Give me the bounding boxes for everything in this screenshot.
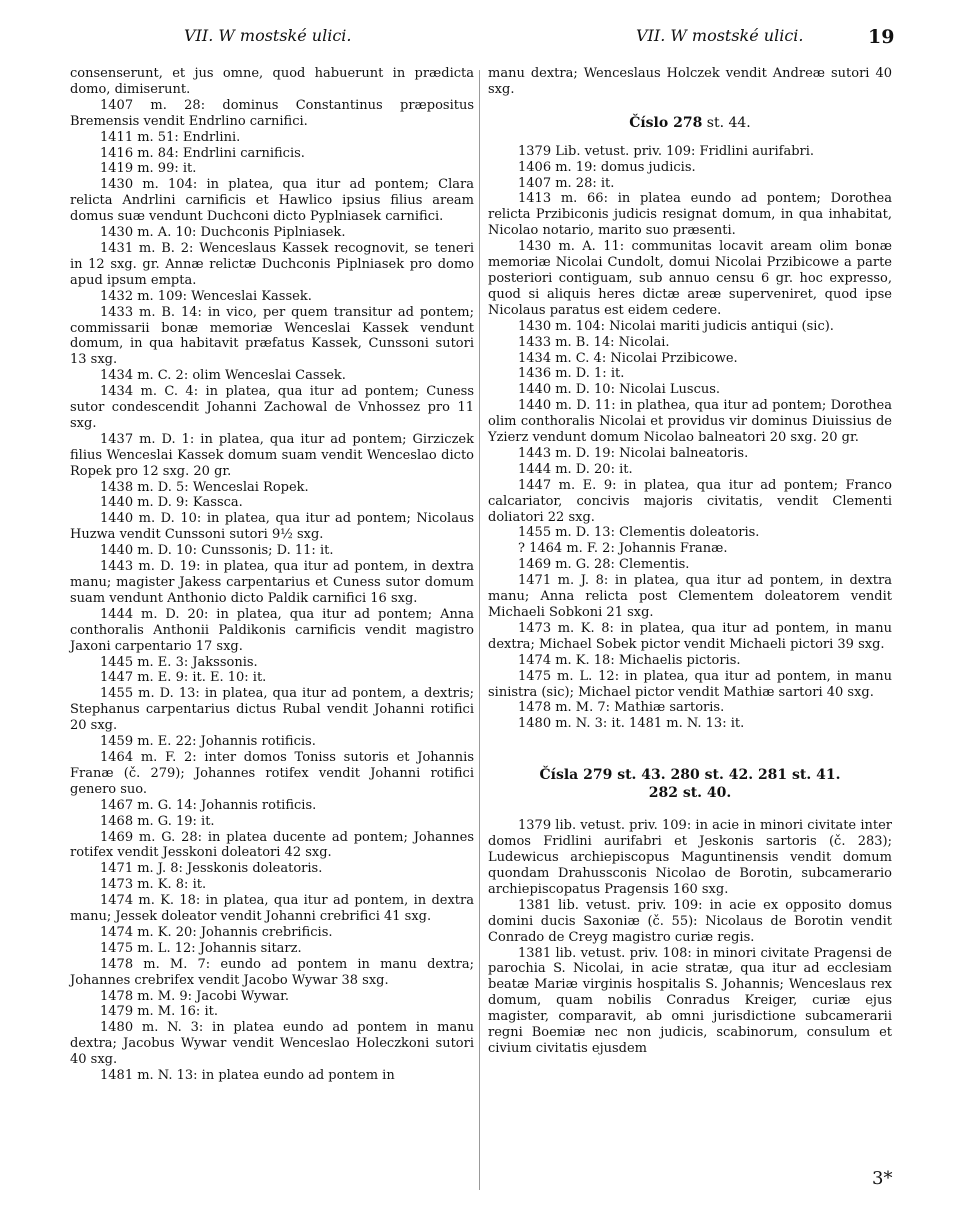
entry-paragraph: 1447 m. E. 9: it. E. 10: it. xyxy=(100,670,267,686)
entry-paragraph: 1475 m. L. 12: Johannis sitarz. xyxy=(100,940,302,956)
entry-paragraph: 1471 m. J. 8: Jesskonis doleatoris. xyxy=(100,861,323,877)
heading-279-line1: Čísla 279 st. 43. 280 st. 42. 281 st. 41. xyxy=(539,767,841,784)
entry-paragraph: 1430 m. A. 10: Duchconis Piplniasek. xyxy=(100,225,346,241)
entry-paragraph: 1438 m. D. 5: Wenceslai Ropek. xyxy=(100,479,309,495)
page-number: 19 xyxy=(868,26,895,48)
running-head-left: VII. W mostské ulici. xyxy=(184,26,352,45)
entry-paragraph: 1379 Lib. vetust. priv. 109: Fridlini aurifabri. xyxy=(518,143,815,159)
entry-paragraph: 1432 m. 109: Wenceslai Kassek. xyxy=(100,288,312,304)
signature-mark: 3* xyxy=(872,1168,893,1189)
entry-paragraph: 1478 m. M. 7: eundo ad pontem in manu dextra; Johannes crebrifex vendit Jacobo Wywar 38 sxg. xyxy=(70,956,474,988)
entry-paragraph: 1444 m. D. 20: it. xyxy=(518,461,633,477)
entry-paragraph: 1436 m. D. 1: it. xyxy=(518,366,625,382)
entry-paragraph: 1407 m. 28: dominus Constantinus præpositus Bremensis vendit Endrlino carnifici. xyxy=(70,97,474,129)
entry-paragraph: 1475 m. L. 12: in platea, qua itur ad pontem, in manu sinistra (sic); Michael pictor vendit Mathiæ sartori 40 sxg. xyxy=(488,668,892,700)
entry-paragraph: 1411 m. 51: Endrlini. xyxy=(100,129,241,145)
column-divider xyxy=(479,70,480,1190)
entry-paragraph: 1443 m. D. 19: Nicolai balneatoris. xyxy=(518,445,749,461)
entry-paragraph: 1413 m. 66: in platea eundo ad pontem; Dorothea relicta Przibiconis judicis resignat domum, in qua inhabitat, Nicolao notario, marito suo præsenti. xyxy=(488,191,892,239)
entry-paragraph: 1407 m. 28: it. xyxy=(518,175,615,191)
entry-paragraph: 1416 m. 84: Endrlini carnificis. xyxy=(100,145,305,161)
entry-paragraph: 1444 m. D. 20: in platea, qua itur ad pontem; Anna conthoralis Anthonii Paldikonis carnificis vendit magistro Jaxoni carpentario 17 sxg. xyxy=(70,606,474,654)
entry-paragraph: ? 1464 m. F. 2: Johannis Franæ. xyxy=(518,541,728,557)
entry-paragraph: 1431 m. B. 2: Wenceslaus Kassek recognovit, se teneri in 12 sxg. gr. Annæ relictæ Duchconis Piplniasek pro domo apud ipsum empta. xyxy=(70,240,474,288)
entry-paragraph: manu dextra; Wenceslaus Holczek vendit Andreæ sutori 40 sxg. xyxy=(488,66,892,97)
heading-278-rest: st. 44. xyxy=(706,114,751,131)
entry-paragraph: 1434 m. C. 2: olim Wenceslai Cassek. xyxy=(100,368,346,384)
entry-paragraph: 1467 m. G. 14: Johannis rotificis. xyxy=(100,797,317,813)
entry-paragraph: 1443 m. D. 19: in platea, qua itur ad pontem, in dextra manu; magister Jakess carpentarius et Cuness sutor domum suam vendunt Anthonio dicto Paldik carnifici 16 sxg. xyxy=(70,559,474,606)
page-header xyxy=(0,26,960,50)
right-column xyxy=(488,66,892,1057)
running-head-right: VII. W mostské ulici. xyxy=(636,26,804,45)
entry-paragraph: 1474 m. K. 18: Michaelis pictoris. xyxy=(518,652,741,668)
heading-cisla-279-282 xyxy=(488,766,892,802)
entry-paragraph: 1479 m. M. 16: it. xyxy=(100,1004,218,1020)
entry-paragraph: 1437 m. D. 1: in platea, qua itur ad pontem; Girziczek filius Wenceslai Kassek domum suam vendit Wenceslao dicto Ropek pro 12 sxg. 20 gr. xyxy=(70,431,474,479)
entry-paragraph: 1381 lib. vetust. priv. 108: in minori civitate Pragensi de parochia S. Nicolai, in acie stratæ, qua itur ad ecclesiam beatæ Mariæ virginis hospitalis S. Johannis; Wenceslaus rex domum, quam nobilis Conradus Kreiger, curiæ ejus magister, comparavit, ab omni jurisdictione subcamerarii regni Boemiæ nec non judicis, scabinorum, consulum et civium civitatis ejusdem xyxy=(488,945,892,1056)
entry-paragraph: 1474 m. K. 20: Johannis crebrificis. xyxy=(100,924,333,940)
heading-279-line2: 282 st. 40. xyxy=(648,785,732,802)
entry-paragraph: 1440 m. D. 11: in plathea, qua itur ad pontem; Dorothea olim conthoralis Nicolai et providus vir dominus Diuissius de Yzierz vendunt domum Nicolao balneatori 20 sxg. 20 gr. xyxy=(488,398,892,446)
entry-paragraph: consenserunt, et jus omne, quod habuerunt in prædicta domo, dimiserunt. xyxy=(70,66,474,97)
entry-paragraph: 1379 lib. vetust. priv. 109: in acie in minori civitate inter domos Fridlini aurifabri et Jeskonis sartoris (č. 283); Ludewicus archiepiscopus Maguntinensis vendit domum quondam Drahussconis Nicolao de Borotin, subcamerario archiepiscopatus Pragensis 160 sxg. xyxy=(488,818,892,897)
entry-paragraph: 1434 m. C. 4: Nicolai Przibicowe. xyxy=(518,350,738,366)
entry-paragraph: 1445 m. E. 3: Jakssonis. xyxy=(100,654,258,670)
entry-paragraph: 1433 m. B. 14: Nicolai. xyxy=(518,334,670,350)
heading-cislo-278 xyxy=(488,116,892,132)
entry-paragraph: 1474 m. K. 18: in platea, qua itur ad pontem, in dextra manu; Jessek doleator vendit Johanni crebrifici 41 sxg. xyxy=(70,893,474,925)
entry-paragraph: 1381 lib. vetust. priv. 109: in acie ex opposito domus domini ducis Saxoniæ (č. 55): Nicolaus de Borotin vendit Conrado de Creyg magistro curiæ regis. xyxy=(488,897,892,945)
entry-paragraph: 1455 m. D. 13: Clementis doleatoris. xyxy=(518,525,760,541)
entry-paragraph: 1459 m. E. 22: Johannis rotificis. xyxy=(100,734,316,750)
entry-paragraph: 1447 m. E. 9: in platea, qua itur ad pontem; Franco calcariator, concivis majoris civitatis, vendit Clementi doliatori 22 sxg. xyxy=(488,477,892,525)
left-column xyxy=(70,66,474,1084)
entry-paragraph: 1469 m. G. 28: Clementis. xyxy=(518,557,690,573)
entry-paragraph: 1480 m. N. 3: in platea eundo ad pontem in manu dextra; Jacobus Wywar vendit Wenceslao Holeczkoni sutori 40 sxg. xyxy=(70,1020,474,1068)
entry-paragraph: 1440 m. D. 10: Nicolai Luscus. xyxy=(518,382,721,398)
entry-paragraph: 1406 m. 19: domus judicis. xyxy=(518,159,696,175)
entry-paragraph: 1469 m. G. 28: in platea ducente ad pontem; Johannes rotifex vendit Jesskoni doleatori 42 sxg. xyxy=(70,829,474,861)
entry-paragraph: 1430 m. A. 11: communitas locavit aream olim bonæ memoriæ Nicolai Cundolt, domui Nicolai Przibicowe a parte posteriori contiguam, sub annuo censu 6 gr. hoc expresso, quod si aliquis heres dictæ areæ superveniret, quod ipse Nicolaus paratus est eidem cedere. xyxy=(488,239,892,318)
entry-paragraph: 1468 m. G. 19: it. xyxy=(100,813,215,829)
entry-paragraph: 1430 m. 104: Nicolai mariti judicis antiqui (sic). xyxy=(518,318,834,334)
entry-paragraph: 1419 m. 99: it. xyxy=(100,161,197,177)
entry-paragraph: 1440 m. D. 10: Cunssonis; D. 11: it. xyxy=(100,543,334,559)
entry-paragraph: 1440 m. D. 9: Kassca. xyxy=(100,495,243,511)
entry-paragraph: 1473 m. K. 8: it. xyxy=(100,877,207,893)
entry-paragraph: 1430 m. 104: in platea, qua itur ad pontem; Clara relicta Andrlini carnificis et Hawlico ipsius filius aream domus suæ vendunt Duchconi dicto Pyplniasek carnifici. xyxy=(70,177,474,225)
entry-paragraph: 1480 m. N. 3: it. 1481 m. N. 13: it. xyxy=(518,716,745,732)
entry-paragraph: 1464 m. F. 2: inter domos Toniss sutoris et Johannis Franæ (č. 279); Johannes rotifex vendit Johanni rotifici genero suo. xyxy=(70,749,474,797)
entry-paragraph: 1455 m. D. 13: in platea, qua itur ad pontem, a dextris; Stephanus carpentarius dictus Rubal vendit Johanni rotifici 20 sxg. xyxy=(70,686,474,734)
entry-paragraph: 1478 m. M. 7: Mathiæ sartoris. xyxy=(518,700,725,716)
entry-paragraph: 1434 m. C. 4: in platea, qua itur ad pontem; Cuness sutor condescendit Johanni Zachowal de Vnhossez pro 11 sxg. xyxy=(70,384,474,431)
heading-278-label: Číslo 278 xyxy=(629,114,703,131)
entry-paragraph: 1433 m. B. 14: in vico, per quem transitur ad pontem; commissarii bonæ memoriæ Wenceslai Kassek vendunt domum, in qua habitavit præfatus Kassek, Cunssoni sutori 13 sxg. xyxy=(70,304,474,368)
entry-paragraph: 1473 m. K. 8: in platea, qua itur ad pontem, in manu dextra; Michael Sobek pictor vendit Michaeli pictori 39 sxg. xyxy=(488,620,892,652)
entry-paragraph: 1478 m. M. 9: Jacobi Wywar. xyxy=(100,988,290,1004)
entry-paragraph: 1481 m. N. 13: in platea eundo ad pontem in xyxy=(100,1068,395,1084)
entry-paragraph: 1440 m. D. 10: in platea, qua itur ad pontem; Nicolaus Huzwa vendit Cunssoni sutori 9½ sxg. xyxy=(70,511,474,543)
entry-paragraph: 1471 m. J. 8: in platea, qua itur ad pontem, in dextra manu; Anna relicta post Clementem doleatorem vendit Michaeli Sobkoni 21 sxg. xyxy=(488,573,892,620)
